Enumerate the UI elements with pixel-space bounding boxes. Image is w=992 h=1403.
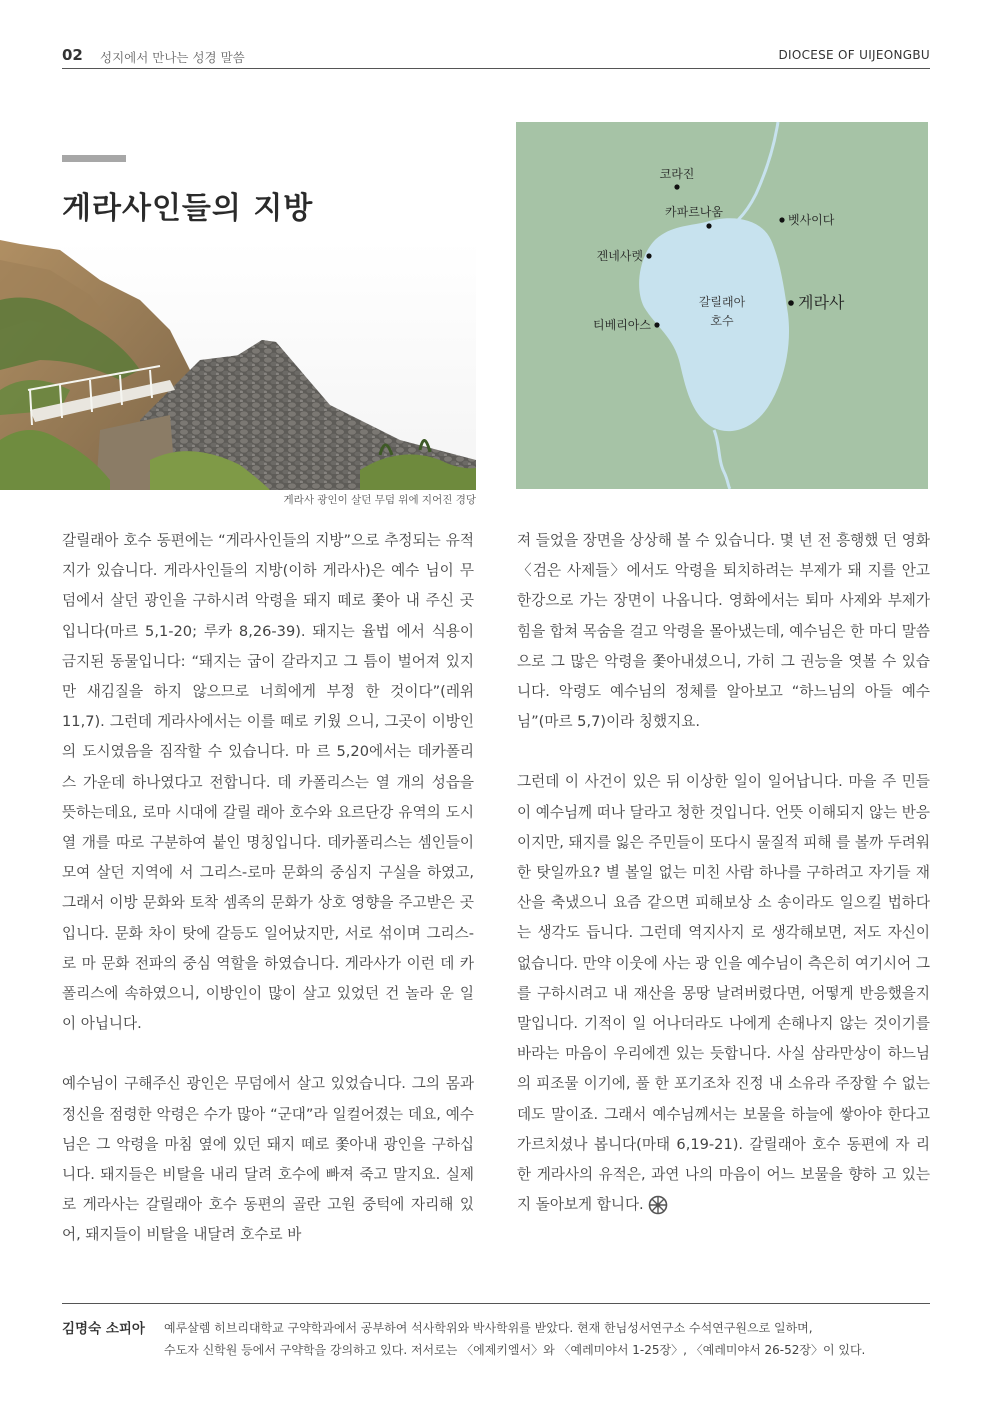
paragraph bbox=[517, 767, 930, 1220]
text-line: 던 영화 〈검은 사제들〉에서도 악령을 퇴치하려는 부제가 돼 bbox=[517, 532, 930, 580]
photo-caption: 게라사 광인이 살던 무덤 위에 지어진 경당 bbox=[283, 494, 476, 506]
text-line: 데요, 예수님은 그 악령을 마침 옆에 있던 돼지 떼로 쫓아내 bbox=[62, 1105, 475, 1153]
paragraph bbox=[62, 526, 474, 1039]
author-bio bbox=[164, 1317, 934, 1361]
korazin-label: 코라진 bbox=[659, 167, 695, 181]
text-line: 민들이 예수님께 떠나 달라고 청한 것입니다. 언뜻 이해되지 bbox=[517, 773, 930, 821]
text-line: 유적지가 있습니다. 게라사인들의 지방(이하 게라사)은 예수 bbox=[62, 532, 474, 580]
tiberias-marker bbox=[654, 322, 659, 327]
text-line: 를 볼까 두려워한 탓일까요? 별 볼일 없는 미친 사람 하나를 bbox=[517, 833, 930, 882]
text-line: 사제와 부제가 힘을 합쳐 목숨을 걸고 악령을 몰아냈는데, bbox=[517, 592, 930, 640]
text-line: 죽고 말지요. 실제로 게라사는 갈릴래아 호수 동편의 골란 bbox=[62, 1166, 475, 1214]
text-line: 갈릴래아 호수 동편에는 “게라사인들의 지방”으로 추정되는 bbox=[62, 532, 441, 549]
page-header bbox=[62, 44, 930, 69]
body-column-right bbox=[517, 526, 930, 1220]
text-line: 광인을 구하십니다. 돼지들은 비탈을 내리 달려 호수에 빠져 bbox=[62, 1135, 475, 1184]
text-line: 로 생각해보면, 저도 자신이 없습니다. 만약 이웃에 사는 광 bbox=[517, 924, 931, 972]
lake-label-1: 갈릴래아 bbox=[698, 295, 746, 309]
text-line: 래아 호수와 요르단강 유역의 도시 열 개를 따로 구분하여 bbox=[62, 803, 475, 852]
publisher-name: DIOCESE OF UIJEONGBU bbox=[778, 48, 930, 62]
chapel-photo bbox=[0, 240, 476, 490]
title-accent-bar bbox=[62, 155, 126, 162]
text-line: 져 들었을 장면을 상상해 볼 수 있습니다. 몇 년 전 흥행했 bbox=[517, 532, 879, 549]
bio-line: 수도자 신학원 등에서 구약학을 강의하고 있다. 저서로는 〈에제키엘서〉와 〈예레미야서 1-25장〉, 〈예레미야서 26-52장〉이 있다. bbox=[164, 1343, 866, 1357]
text-line: 구하려고 자기들 재산을 축냈으니 요즘 같으면 피해보상 소 bbox=[517, 864, 930, 912]
text-line: 가르치셨나 봅니다(마태 6,19-21). 갈릴래아 호수 동편에 자 bbox=[517, 1135, 910, 1153]
bethsaida-label: 벳사이다 bbox=[788, 213, 835, 227]
text-line: 문화와 토착 셈족의 문화가 상호 영향을 주고받은 곳입니다. bbox=[62, 894, 475, 942]
text-line: 이기에, 풀 한 포기조차 진정 내 소유라 주장할 수 없는데도 bbox=[517, 1075, 931, 1123]
text-line: 운 일이 아닙니다. bbox=[62, 985, 474, 1033]
paragraph bbox=[62, 1069, 474, 1250]
galilee-map bbox=[516, 122, 928, 489]
text-line: 알아보고 “하느님의 아들 예수님”(마르 5,7)이라 칭했지요. bbox=[517, 683, 930, 731]
text-line: 한 것이다”(레위 11,7). 그런데 게라사에서는 이를 떼로 키웠 bbox=[62, 683, 475, 731]
text-line: 카폴리스에 속하였으니, 이방인이 많이 살고 있었던 건 놀라 bbox=[62, 954, 475, 1003]
gennesaret-marker bbox=[646, 253, 651, 258]
text-line: 인을 예수님이 측은히 여기시어 그를 구하시려고 내 재산을 bbox=[517, 954, 930, 1002]
text-line: 그런데 이 사건이 있은 뒤 이상한 일이 일어납니다. 마을 주 bbox=[517, 773, 897, 791]
text-line: 예수님은 한 마디 말씀으로 그 많은 악령을 쫓아내셨으니, bbox=[517, 622, 931, 670]
text-line: 서 그리스-로마 문화의 중심지 구실을 하였고, 그래서 이방 bbox=[62, 864, 475, 912]
gerasa-marker bbox=[788, 300, 794, 306]
text-line: 가히 그 권능을 엿볼 수 있습니다. 악령도 예수님의 정체를 bbox=[517, 652, 930, 701]
text-line: 내 주신 곳입니다(마르 5,1-20; 루카 8,26-39). 돼지는 율법 bbox=[62, 592, 475, 640]
lake-label-2: 호수 bbox=[710, 314, 734, 328]
text-line: 몸과 정신을 점령한 악령은 수가 많아 “군대”라 일컬어졌는 bbox=[62, 1075, 475, 1123]
text-line: 붙인 명칭입니다. 데카폴리스는 셈인들이 모여 살던 지역에 bbox=[62, 834, 475, 882]
wheel-end-icon bbox=[648, 1195, 668, 1215]
author-name: 김명숙 소피아 bbox=[62, 1321, 145, 1337]
bethsaida-marker bbox=[779, 217, 784, 222]
section-title: 성지에서 만나는 성경 말씀 bbox=[100, 50, 245, 65]
tiberias-label: 티베리아스 bbox=[593, 318, 651, 332]
text-line: 마 문화 전파의 중심 역할을 하였습니다. 게라사가 이런 데 bbox=[81, 954, 455, 972]
text-line: 으니, 그곳이 이방인의 도시였음을 짐작할 수 있습니다. 마 bbox=[62, 713, 475, 761]
text-line: 에서 식용이 금지된 동물입니다: “돼지는 굽이 갈라지고 그 bbox=[62, 622, 474, 670]
text-line: 우리에겐 있는 듯합니다. 사실 삼라만상이 하느님의 피조물 bbox=[517, 1045, 930, 1093]
gerasa-label: 게라사 bbox=[798, 293, 845, 312]
page-number: 02 bbox=[62, 46, 83, 64]
text-line: 말이죠. 그래서 예수님께서는 보물을 하늘에 쌓아야 한다고 bbox=[551, 1105, 930, 1123]
text-line: 고 있는지 돌아보게 합니다. bbox=[517, 1166, 930, 1214]
text-line: 문화 차이 탓에 갈등도 일어났지만, 서로 섞이며 그리스-로 bbox=[62, 924, 475, 972]
article-title: 게라사인들의 지방 bbox=[62, 191, 314, 226]
text-line: 틈이 벌어져 있지만 새김질을 하지 않으므로 너희에게 부정 bbox=[62, 652, 474, 701]
text-line: 예수님이 구해주신 광인은 무덤에서 살고 있었습니다. 그의 bbox=[62, 1075, 440, 1093]
text-line: 송이라도 일으킬 법하다는 생각도 듭니다. 그런데 역지사지 bbox=[517, 894, 930, 942]
text-line: 않는 반응이지만, 돼지를 잃은 주민들이 또다시 물질적 피해 bbox=[517, 803, 931, 851]
capernaum-marker bbox=[706, 223, 711, 228]
text-line: 몽땅 날려버렸다면, 어떻게 반응했을지 말입니다. 기적이 일 bbox=[517, 984, 931, 1033]
text-line: 지를 안고 한강으로 가는 장면이 나옵니다. 영화에서는 퇴마 bbox=[517, 562, 930, 610]
text-line: 어나더라도 나에게 손해나지 않는 것이기를 바라는 마음이 bbox=[517, 1015, 931, 1063]
paragraph bbox=[517, 526, 930, 737]
footer-divider bbox=[62, 1303, 930, 1304]
korazin-marker bbox=[674, 184, 679, 189]
capernaum-label: 카파르나움 bbox=[665, 205, 723, 219]
body-column-left bbox=[62, 526, 474, 1251]
text-line: 카폴리스는 열 개의 성읍을 뜻하는데요, 로마 시대에 갈릴 bbox=[62, 773, 475, 821]
text-line: 님이 무덤에서 살던 광인을 구하시려 악령을 돼지 떼로 쫓아 bbox=[62, 562, 474, 610]
text-line: 고원 중턱에 자리해 있어, 돼지들이 비탈을 내달려 호수로 바 bbox=[62, 1196, 475, 1244]
gennesaret-label: 겐네사렛 bbox=[596, 249, 643, 263]
text-line: 리한 게라사의 유적은, 과연 나의 마음이 어느 보물을 향하 bbox=[517, 1135, 930, 1184]
text-line: 르 5,20에서는 데카폴리스 가운데 하나였다고 전합니다. 데 bbox=[62, 743, 474, 791]
bio-line: 예루살렘 히브리대학교 구약학과에서 공부하여 석사학위와 박사학위를 받았다. 현재 한님성서연구소 수석연구원으로 일하며, bbox=[164, 1321, 813, 1335]
